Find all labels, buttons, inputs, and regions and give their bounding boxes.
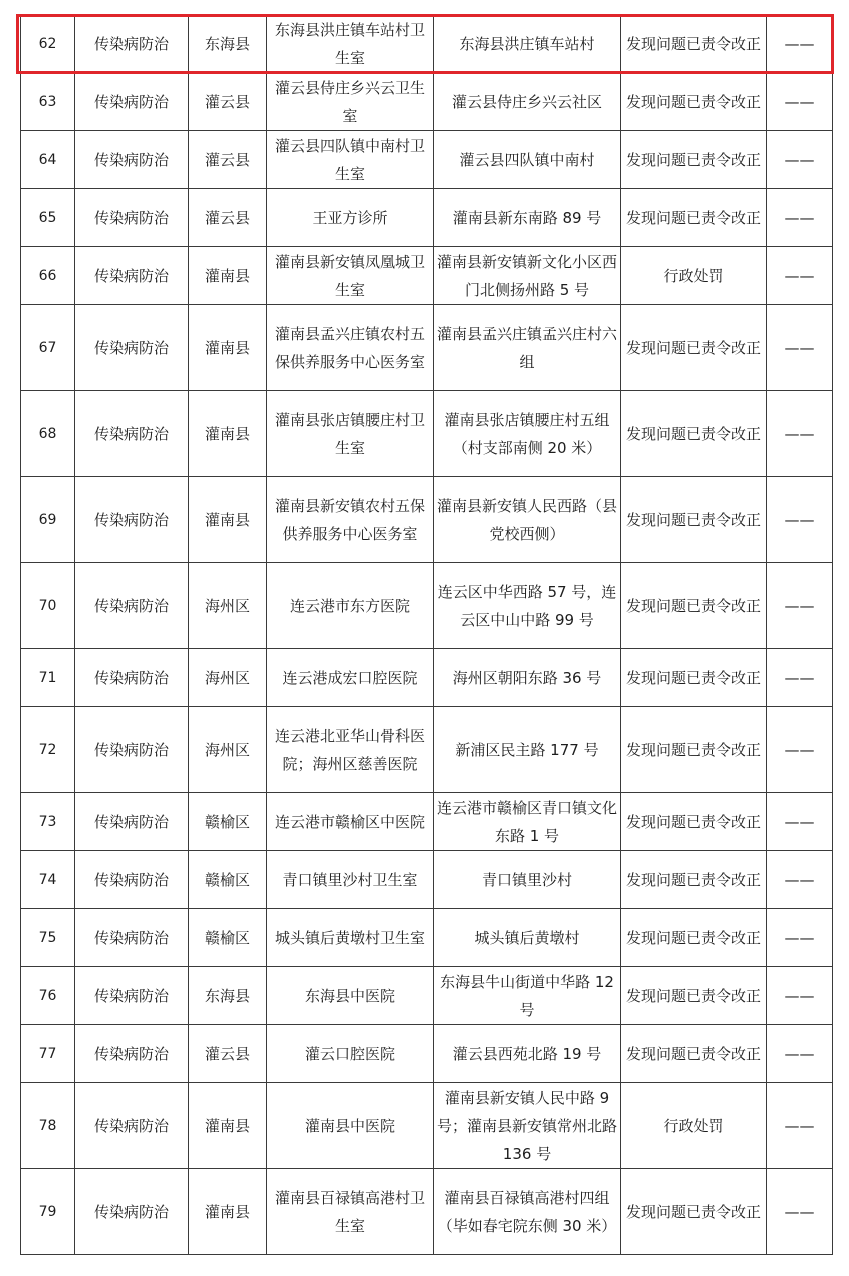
county-cell: 灌南县 — [189, 305, 267, 391]
address-cell: 东海县牛山街道中华路 12 号 — [434, 967, 621, 1025]
table-row — [21, 851, 833, 909]
unit-name-cell: 连云港市东方医院 — [267, 563, 434, 649]
remark-cell: —— — [767, 247, 833, 305]
category-cell: 传染病防治 — [75, 131, 189, 189]
unit-name-cell: 连云港市赣榆区中医院 — [267, 793, 434, 851]
remark-cell: —— — [767, 189, 833, 247]
unit-name-cell: 连云港成宏口腔医院 — [267, 649, 434, 707]
result-cell: 发现问题已责令改正 — [621, 131, 767, 189]
table-row — [21, 1025, 833, 1083]
unit-name-cell: 灌云县四队镇中南村卫生室 — [267, 131, 434, 189]
unit-name-cell: 灌南县中医院 — [267, 1083, 434, 1169]
table-row — [21, 247, 833, 305]
result-cell: 发现问题已责令改正 — [621, 477, 767, 563]
county-cell: 赣榆区 — [189, 851, 267, 909]
table-row — [21, 1169, 833, 1255]
unit-name-cell: 东海县洪庄镇车站村卫生室 — [267, 15, 434, 73]
unit-name-cell: 连云港北亚华山骨科医院；海州区慈善医院 — [267, 707, 434, 793]
row-number-cell: 64 — [21, 131, 75, 189]
table-row — [21, 15, 833, 73]
row-number-cell: 73 — [21, 793, 75, 851]
unit-name-cell: 灌南县新安镇农村五保供养服务中心医务室 — [267, 477, 434, 563]
address-cell: 灌云县四队镇中南村 — [434, 131, 621, 189]
table-row — [21, 967, 833, 1025]
row-number-cell: 63 — [21, 73, 75, 131]
row-number-cell: 70 — [21, 563, 75, 649]
remark-cell: —— — [767, 391, 833, 477]
row-number-cell: 72 — [21, 707, 75, 793]
table-row — [21, 477, 833, 563]
unit-name-cell: 城头镇后黄墩村卫生室 — [267, 909, 434, 967]
result-cell: 发现问题已责令改正 — [621, 909, 767, 967]
result-cell: 发现问题已责令改正 — [621, 851, 767, 909]
category-cell: 传染病防治 — [75, 305, 189, 391]
result-cell: 发现问题已责令改正 — [621, 707, 767, 793]
unit-name-cell: 灌南县新安镇凤凰城卫生室 — [267, 247, 434, 305]
table-row — [21, 1083, 833, 1169]
table-body — [21, 15, 833, 1255]
address-cell: 灌云县西苑北路 19 号 — [434, 1025, 621, 1083]
result-cell: 发现问题已责令改正 — [621, 649, 767, 707]
county-cell: 灌南县 — [189, 391, 267, 477]
county-cell: 灌云县 — [189, 1025, 267, 1083]
county-cell: 东海县 — [189, 15, 267, 73]
result-cell: 发现问题已责令改正 — [621, 73, 767, 131]
category-cell: 传染病防治 — [75, 707, 189, 793]
result-cell: 发现问题已责令改正 — [621, 189, 767, 247]
county-cell: 赣榆区 — [189, 909, 267, 967]
county-cell: 灌南县 — [189, 1083, 267, 1169]
row-number-cell: 71 — [21, 649, 75, 707]
county-cell: 灌南县 — [189, 1169, 267, 1255]
table-row — [21, 73, 833, 131]
row-number-cell: 65 — [21, 189, 75, 247]
remark-cell: —— — [767, 649, 833, 707]
row-number-cell: 67 — [21, 305, 75, 391]
row-number-cell: 66 — [21, 247, 75, 305]
result-cell: 发现问题已责令改正 — [621, 793, 767, 851]
category-cell: 传染病防治 — [75, 15, 189, 73]
category-cell: 传染病防治 — [75, 477, 189, 563]
category-cell: 传染病防治 — [75, 1169, 189, 1255]
county-cell: 海州区 — [189, 707, 267, 793]
remark-cell: —— — [767, 15, 833, 73]
result-cell: 发现问题已责令改正 — [621, 563, 767, 649]
remark-cell: —— — [767, 793, 833, 851]
row-number-cell: 75 — [21, 909, 75, 967]
category-cell: 传染病防治 — [75, 1083, 189, 1169]
remark-cell: —— — [767, 305, 833, 391]
county-cell: 赣榆区 — [189, 793, 267, 851]
remark-cell: —— — [767, 73, 833, 131]
address-cell: 灌云县侍庄乡兴云社区 — [434, 73, 621, 131]
result-cell: 发现问题已责令改正 — [621, 391, 767, 477]
address-cell: 灌南县新东南路 89 号 — [434, 189, 621, 247]
address-cell: 灌南县新安镇人民中路 9 号；灌南县新安镇常州北路 136 号 — [434, 1083, 621, 1169]
row-number-cell: 69 — [21, 477, 75, 563]
category-cell: 传染病防治 — [75, 967, 189, 1025]
remark-cell: —— — [767, 477, 833, 563]
table-row — [21, 793, 833, 851]
address-cell: 城头镇后黄墩村 — [434, 909, 621, 967]
address-cell: 青口镇里沙村 — [434, 851, 621, 909]
address-cell: 连云港市赣榆区青口镇文化东路 1 号 — [434, 793, 621, 851]
address-cell: 海州区朝阳东路 36 号 — [434, 649, 621, 707]
result-cell: 发现问题已责令改正 — [621, 1169, 767, 1255]
address-cell: 灌南县百禄镇高港村四组（毕如春宅院东侧 30 米） — [434, 1169, 621, 1255]
unit-name-cell: 灌云口腔医院 — [267, 1025, 434, 1083]
remark-cell: —— — [767, 1083, 833, 1169]
table-row — [21, 649, 833, 707]
address-cell: 灌南县张店镇腰庄村五组（村支部南侧 20 米） — [434, 391, 621, 477]
unit-name-cell: 青口镇里沙村卫生室 — [267, 851, 434, 909]
address-cell: 灌南县孟兴庄镇孟兴庄村六组 — [434, 305, 621, 391]
result-cell: 行政处罚 — [621, 1083, 767, 1169]
category-cell: 传染病防治 — [75, 247, 189, 305]
category-cell: 传染病防治 — [75, 73, 189, 131]
address-cell: 新浦区民主路 177 号 — [434, 707, 621, 793]
address-cell: 东海县洪庄镇车站村 — [434, 15, 621, 73]
remark-cell: —— — [767, 131, 833, 189]
county-cell: 灌云县 — [189, 131, 267, 189]
remark-cell: —— — [767, 909, 833, 967]
county-cell: 灌南县 — [189, 477, 267, 563]
unit-name-cell: 东海县中医院 — [267, 967, 434, 1025]
inspection-results-sheet — [20, 14, 832, 1255]
inspection-results-table — [20, 14, 833, 1255]
category-cell: 传染病防治 — [75, 649, 189, 707]
unit-name-cell: 灌南县孟兴庄镇农村五保供养服务中心医务室 — [267, 305, 434, 391]
row-number-cell: 74 — [21, 851, 75, 909]
table-row — [21, 563, 833, 649]
table-row — [21, 909, 833, 967]
table-row — [21, 305, 833, 391]
unit-name-cell: 灌云县侍庄乡兴云卫生室 — [267, 73, 434, 131]
unit-name-cell: 王亚方诊所 — [267, 189, 434, 247]
result-cell: 发现问题已责令改正 — [621, 1025, 767, 1083]
category-cell: 传染病防治 — [75, 909, 189, 967]
table-row — [21, 707, 833, 793]
remark-cell: —— — [767, 1025, 833, 1083]
county-cell: 灌云县 — [189, 73, 267, 131]
remark-cell: —— — [767, 707, 833, 793]
category-cell: 传染病防治 — [75, 793, 189, 851]
category-cell: 传染病防治 — [75, 391, 189, 477]
table-row — [21, 131, 833, 189]
category-cell: 传染病防治 — [75, 851, 189, 909]
unit-name-cell: 灌南县张店镇腰庄村卫生室 — [267, 391, 434, 477]
unit-name-cell: 灌南县百禄镇高港村卫生室 — [267, 1169, 434, 1255]
address-cell: 灌南县新安镇新文化小区西门北侧扬州路 5 号 — [434, 247, 621, 305]
table-row — [21, 391, 833, 477]
result-cell: 发现问题已责令改正 — [621, 967, 767, 1025]
remark-cell: —— — [767, 967, 833, 1025]
row-number-cell: 62 — [21, 15, 75, 73]
table-row — [21, 189, 833, 247]
address-cell: 连云区中华西路 57 号，连云区中山中路 99 号 — [434, 563, 621, 649]
category-cell: 传染病防治 — [75, 1025, 189, 1083]
row-number-cell: 76 — [21, 967, 75, 1025]
address-cell: 灌南县新安镇人民西路（县党校西侧） — [434, 477, 621, 563]
result-cell: 行政处罚 — [621, 247, 767, 305]
category-cell: 传染病防治 — [75, 563, 189, 649]
county-cell: 海州区 — [189, 563, 267, 649]
row-number-cell: 78 — [21, 1083, 75, 1169]
category-cell: 传染病防治 — [75, 189, 189, 247]
row-number-cell: 79 — [21, 1169, 75, 1255]
result-cell: 发现问题已责令改正 — [621, 15, 767, 73]
remark-cell: —— — [767, 1169, 833, 1255]
remark-cell: —— — [767, 851, 833, 909]
row-number-cell: 77 — [21, 1025, 75, 1083]
county-cell: 灌云县 — [189, 189, 267, 247]
remark-cell: —— — [767, 563, 833, 649]
row-number-cell: 68 — [21, 391, 75, 477]
county-cell: 海州区 — [189, 649, 267, 707]
result-cell: 发现问题已责令改正 — [621, 305, 767, 391]
county-cell: 灌南县 — [189, 247, 267, 305]
county-cell: 东海县 — [189, 967, 267, 1025]
